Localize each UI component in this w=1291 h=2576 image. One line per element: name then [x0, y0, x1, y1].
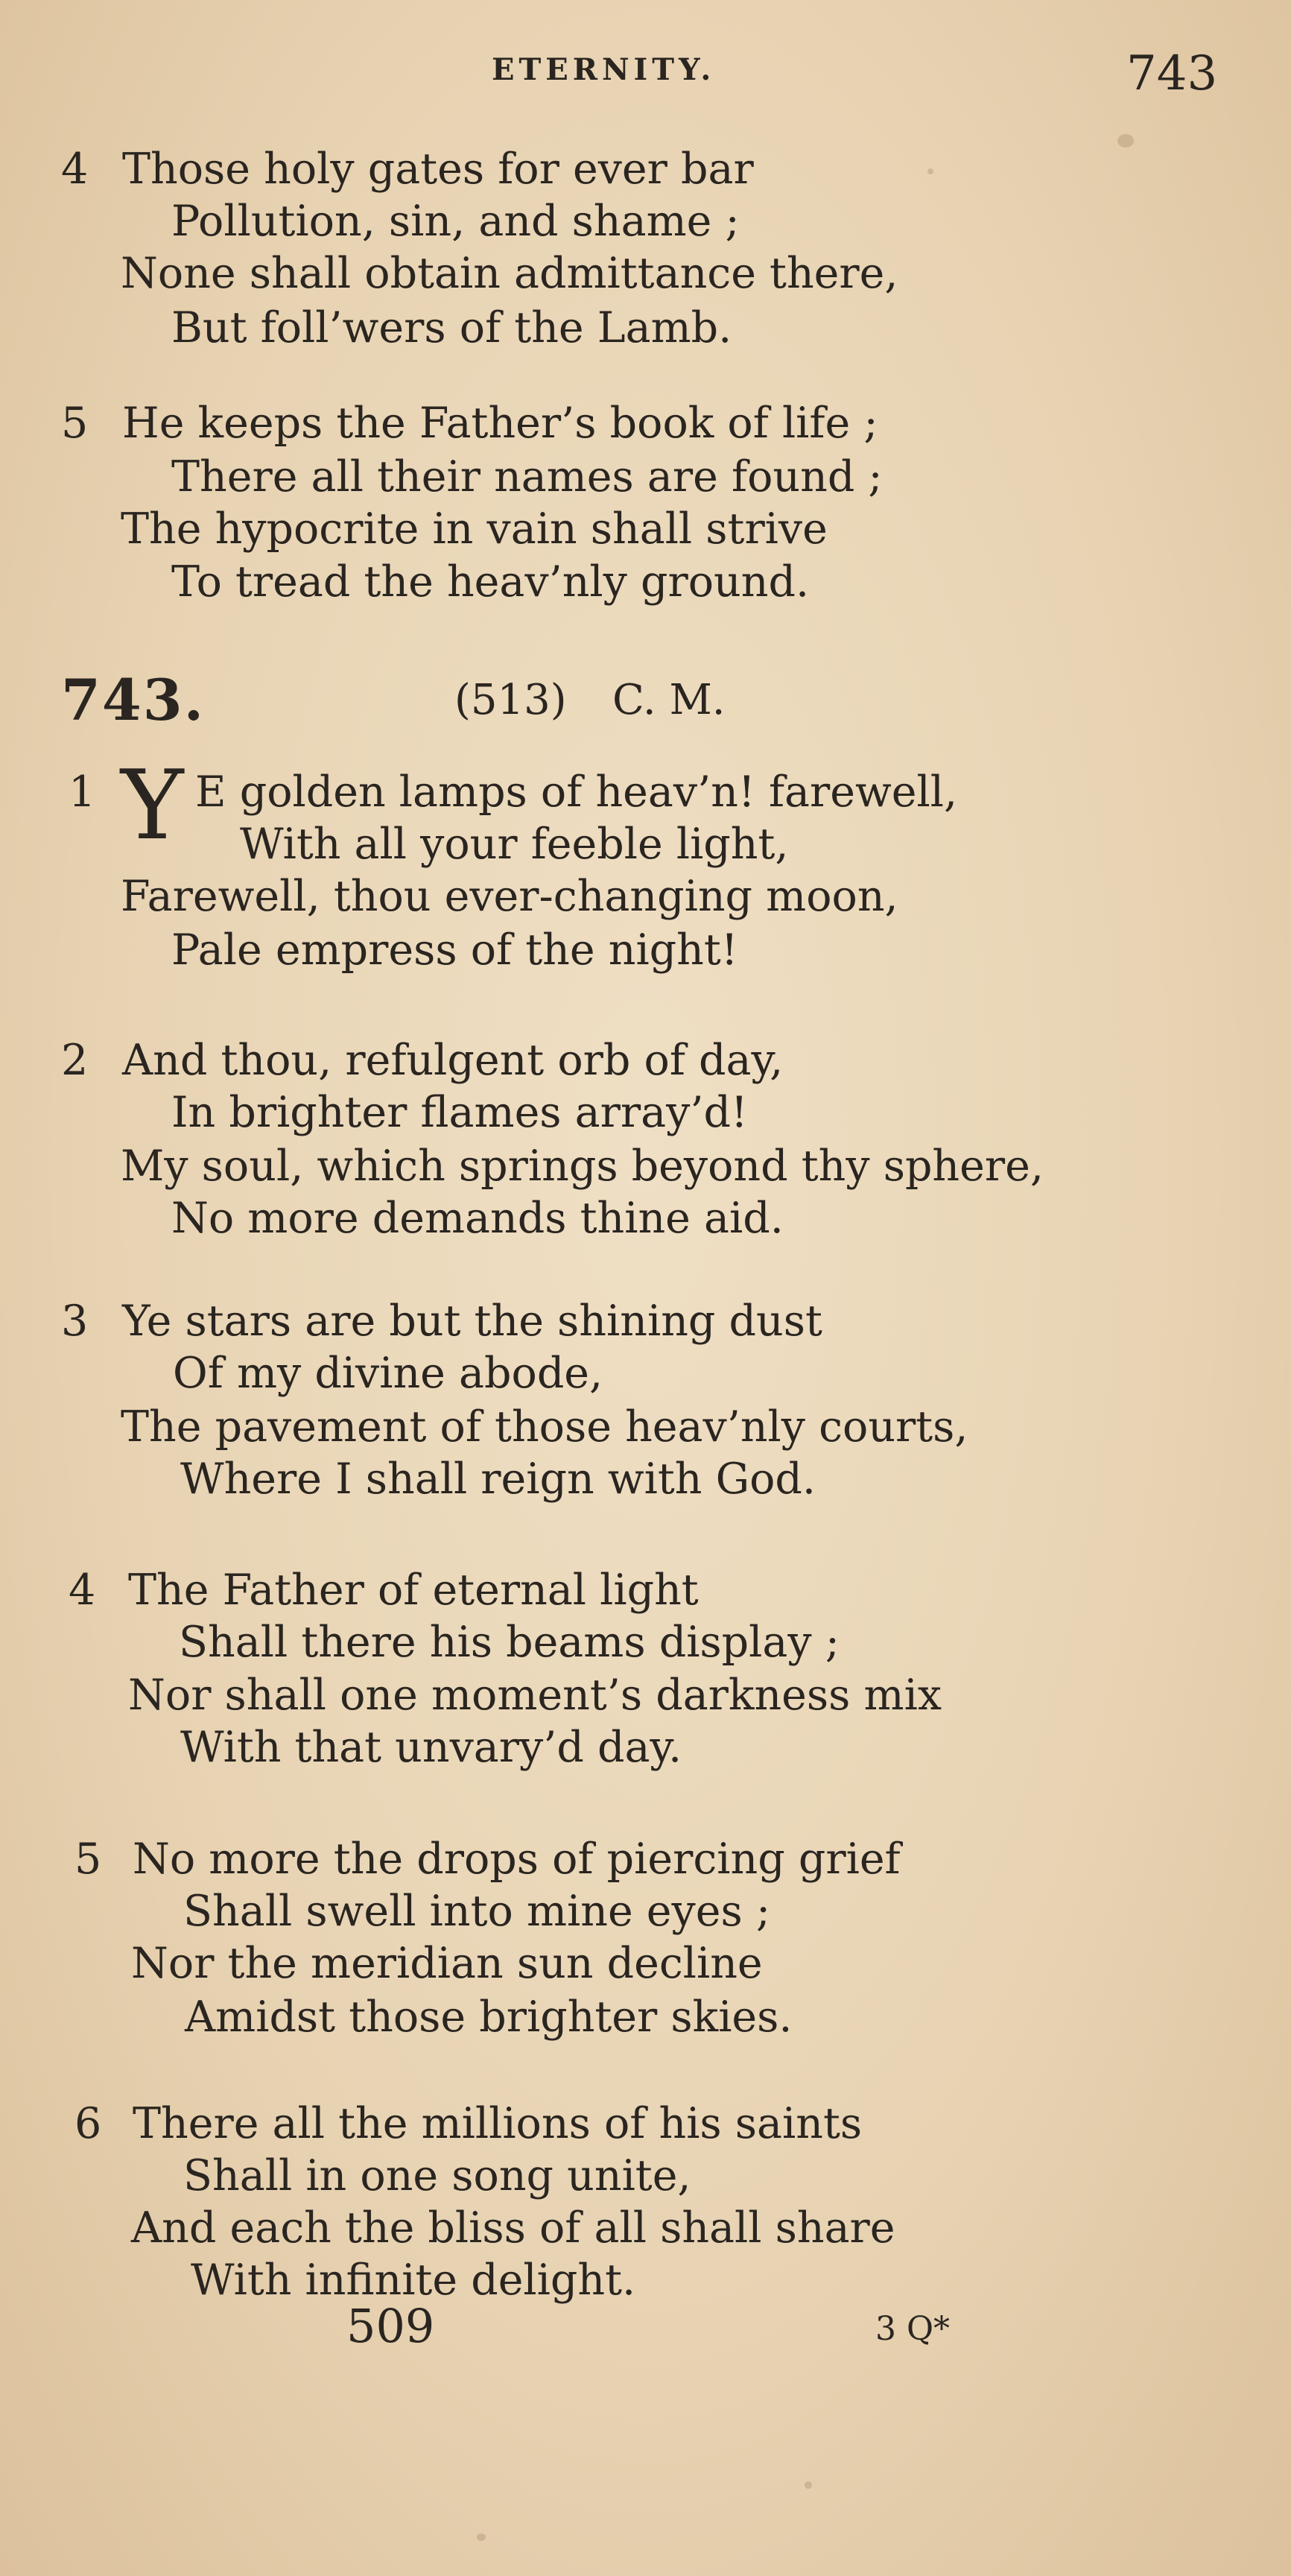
stanza-number: 3 — [61, 1297, 89, 1346]
verse-line: And thou, refulgent orb of day, — [122, 1036, 784, 1085]
paper-spot — [477, 2534, 486, 2541]
folio-number: 509 — [346, 2299, 435, 2353]
hymn-heading — [61, 667, 1104, 734]
paper-spot — [1117, 134, 1134, 148]
tune-number: (513) — [454, 676, 567, 724]
verse-line: Where I shall reign with God. — [180, 1455, 816, 1504]
verse-line: Shall there his beams display ; — [179, 1618, 840, 1667]
verse-line: Pale empress of the night! — [171, 925, 738, 975]
verse-line: With all your feeble light, — [240, 820, 789, 869]
running-title: ETERNITY. — [492, 52, 716, 87]
drop-cap: Y — [121, 750, 184, 861]
verse-line: The pavement of those heav’nly courts, — [121, 1402, 968, 1452]
verse-line: E golden lamps of heav’n! farewell, — [195, 768, 958, 817]
stanza-number: 2 — [61, 1036, 89, 1085]
paper-spot — [805, 2481, 812, 2489]
verse-line: But foll’wers of the Lamb. — [171, 303, 732, 352]
verse-line: To tread the heav’nly ground. — [171, 557, 810, 607]
page-number: 743 — [1126, 46, 1218, 101]
meter: C. M. — [612, 676, 726, 724]
verse-line: Amidst those brighter skies. — [185, 1993, 793, 2042]
verse-line: Nor shall one moment’s darkness mix — [128, 1671, 942, 1720]
verse-line: In brighter flames array’d! — [171, 1088, 748, 1137]
verse-line: Ye stars are but the shining dust — [122, 1297, 822, 1346]
verse-line: There all their names are found ; — [171, 452, 883, 501]
verse-line: Shall in one song unite, — [183, 2151, 691, 2200]
verse-line: The Father of eternal light — [128, 1566, 699, 1615]
stanza-number: 1 — [69, 768, 96, 817]
stanza-number: 5 — [61, 399, 89, 448]
verse-line: And each the bliss of all shall share — [131, 2203, 895, 2253]
verse-line: Those holy gates for ever bar — [122, 145, 754, 194]
stanza-number: 6 — [74, 2099, 102, 2148]
verse-line: No more the drops of piercing grief — [133, 1835, 901, 1884]
verse-line: None shall obtain admittance there, — [121, 249, 898, 298]
verse-line: He keeps the Father’s book of life ; — [122, 399, 878, 448]
verse-line: Farewell, thou ever-changing moon, — [121, 872, 898, 921]
verse-line: Shall swell into mine eyes ; — [183, 1887, 771, 1936]
signature-mark: 3 Q* — [875, 2310, 951, 2348]
verse-line: The hypocrite in vain shall strive — [121, 504, 828, 554]
verse-line: With that unvary’d day. — [180, 1723, 682, 1772]
verse-line: Nor the meridian sun decline — [131, 1939, 763, 1988]
verse-line: Pollution, sin, and shame ; — [171, 197, 740, 246]
verse-line: My soul, which springs beyond thy sphere, — [121, 1142, 1044, 1191]
verse-line: Of my divine abode, — [173, 1349, 603, 1398]
verse-line: No more demands thine aid. — [171, 1194, 784, 1243]
paper-spot — [927, 168, 933, 174]
stanza-number: 5 — [74, 1835, 102, 1884]
stanza-number: 4 — [69, 1566, 96, 1615]
verse-line: There all the millions of his saints — [133, 2099, 863, 2148]
verse-line: With infinite delight. — [191, 2256, 636, 2305]
stanza-number: 4 — [61, 145, 89, 194]
hymn-number: 743. — [61, 667, 206, 733]
